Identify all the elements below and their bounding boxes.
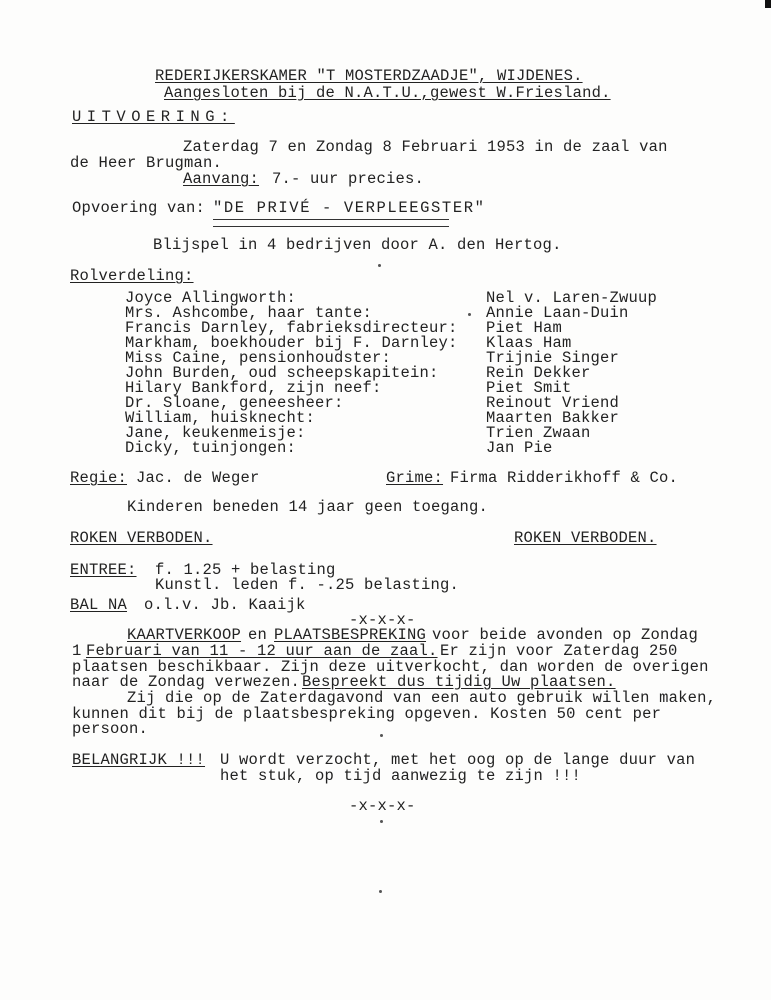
cast-actor: Maarten Bakker	[486, 409, 620, 427]
important-label: BELANGRIJK !!!	[72, 751, 206, 769]
cast-actor: Reinout Vriend	[486, 394, 620, 412]
ticket-line7: persoon.	[72, 720, 149, 738]
important-line1: U wordt verzocht, met het oog op de lange duur van	[220, 751, 696, 769]
scan-speck	[379, 890, 382, 893]
cast-role: Francis Darnley, fabrieksdirecteur:	[125, 319, 458, 337]
cast-actor: Piet Smit	[486, 379, 572, 397]
start-label: Aanvang:	[183, 170, 260, 188]
cast-role: Dr. Sloane, geneesheer:	[125, 394, 344, 412]
play-label: Opvoering van:	[72, 199, 206, 217]
ball-conductor: o.l.v. Jb. Kaaijk	[144, 596, 306, 614]
ball-label: BAL NA	[70, 596, 128, 614]
cast-actor: Nel v. Laren-Zwuup	[486, 289, 658, 307]
direction-value: Jac. de Weger	[136, 469, 260, 487]
separator: -x-x-x-	[349, 611, 416, 629]
entry-members: Kunstl. leden f. -.25 belasting.	[155, 576, 460, 594]
ticket-line6: kunnen dit bij de plaatsbespreking opgeven. Kosten 50 cent per	[72, 705, 662, 723]
makeup-value: Firma Ridderikhoff & Co.	[450, 469, 679, 487]
cast-actor: Trien Zwaan	[486, 424, 591, 442]
cast-role: John Burden, oud scheepskapitein:	[125, 364, 439, 382]
title-double-rule	[213, 219, 449, 227]
scan-speck	[378, 264, 381, 267]
cast-actor: Rein Dekker	[486, 364, 591, 382]
start-time: 7.- uur precies.	[272, 170, 425, 188]
scan-speck	[468, 313, 471, 316]
entry-label: ENTREE:	[70, 561, 137, 579]
entry-price: f. 1.25 + belasting	[155, 561, 336, 579]
cast-role: Mrs. Ashcombe, haar tante:	[125, 304, 373, 322]
org-title: REDERIJKERSKAMER "T MOSTERDZAADJE", WIJDENES.	[155, 67, 583, 85]
cast-actor: Klaas Ham	[486, 334, 572, 352]
cast-actor: Jan Pie	[486, 439, 553, 457]
cast-actor: Annie Laan-Duin	[486, 304, 629, 322]
scan-speck	[380, 820, 383, 823]
ticket-sale-label: KAARTVERKOOP	[127, 626, 242, 644]
cast-role: Hilary Bankford, zijn neef:	[125, 379, 382, 397]
makeup-label: Grime:	[386, 469, 444, 487]
important-line2: het stuk, op tijd aanwezig te zijn !!!	[220, 767, 582, 785]
ticket-line2-rest: Er zijn voor Zaterdag 250	[440, 642, 678, 660]
ticket-line4-a: naar de Zondag verwezen.	[72, 673, 301, 691]
performance-date: Zaterdag 7 en Zondag 8 Februari 1953 in de zaal van	[183, 138, 668, 156]
cast-actor: Trijnie Singer	[486, 349, 620, 367]
ticket-book-early: Bespreekt dus tijdig Uw plaatsen.	[302, 673, 616, 691]
cast-role: Dicky, tuinjongen:	[125, 439, 297, 457]
cast-role: William, huisknecht:	[125, 409, 316, 427]
booking-label: PLAATSBESPREKING	[274, 626, 427, 644]
no-smoking-left: ROKEN VERBODEN.	[70, 529, 213, 547]
cast-role: Miss Caine, pensionhoudster:	[125, 349, 392, 367]
cast-actor: Piet Ham	[486, 319, 563, 337]
performance-heading: UITVOERING:	[72, 108, 235, 126]
ticket-line5: Zij die op de Zaterdagavond van een auto gebruik willen maken,	[127, 689, 717, 707]
cast-role: Markham, boekhouder bij F. Darnley:	[125, 334, 458, 352]
affiliation: Aangesloten bij de N.A.T.U.,gewest W.Friesland.	[164, 84, 611, 102]
play-description: Blijspel in 4 bedrijven door A. den Hertog.	[153, 236, 562, 254]
cast-heading: Rolverdeling:	[70, 267, 194, 285]
ticket-line3: plaatsen beschikbaar. Zijn deze uitverkocht, dan worden de overigen	[72, 658, 709, 676]
ticket-line2-a: 1	[72, 642, 82, 660]
ticket-sale-date: Februari van 11 - 12 uur aan de zaal.	[86, 642, 438, 660]
play-title: "DE PRIVÉ - VERPLEEGSTER"	[213, 199, 486, 217]
ticket-and: en	[248, 626, 268, 644]
scan-corner-mark	[765, 0, 771, 8]
ticket-line1-rest: voor beide avonden op Zondag	[432, 626, 699, 644]
cast-role: Jane, keukenmeisje:	[125, 424, 306, 442]
no-smoking-right: ROKEN VERBODEN.	[514, 529, 657, 547]
performance-venue: de Heer Brugman.	[70, 154, 223, 172]
direction-label: Regie:	[70, 469, 128, 487]
cast-role: Joyce Allingworth:	[125, 289, 297, 307]
footer-separator: -x-x-x-	[349, 797, 416, 815]
children-notice: Kinderen beneden 14 jaar geen toegang.	[127, 498, 489, 516]
scan-speck	[380, 734, 383, 737]
